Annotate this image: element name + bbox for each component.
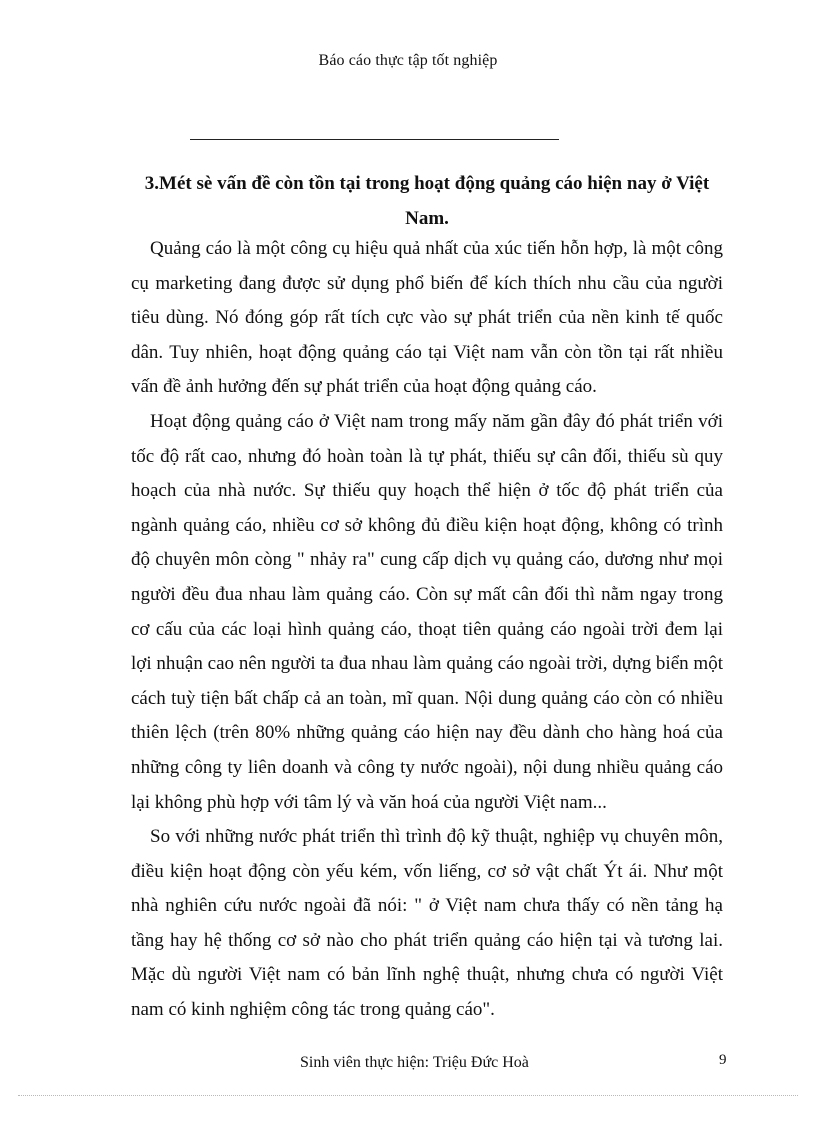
paragraph: So với những nước phát triển thì trình độ kỹ thuật, nghiệp vụ chuyên môn, điều kiện hoạt động còn yếu kém, vốn liếng, cơ sở vật chất Ýt ái. Như một nhà nghiên cứu nước ngoài đã nói: " ở Việt nam chưa thấy có nền tảng hạ tầng hay hệ thống cơ sở nào cho phát triển quảng cáo hiện tại và tương lai. Mặc dù người Việt nam có bản lĩnh nghệ thuật, nhưng chưa có người Việt nam có kinh nghiệm công tác trong quảng cáo". [131, 826, 723, 1021]
header-divider [190, 139, 559, 140]
running-header: Báo cáo thực tập tốt nghiệp [318, 52, 498, 69]
section-heading: 3.Mét sè vấn đề còn tồn tại trong hoạt động quảng cáo hiện nay ở Việt Nam. [144, 173, 710, 229]
page-bottom-border [18, 1095, 798, 1096]
footer-author: Sinh viên thực hiện: Triệu Đức Hoà [300, 1054, 529, 1071]
body-text [131, 232, 723, 1028]
paragraph: Hoạt động quảng cáo ở Việt nam trong mấy năm gần đây đó phát triển với tốc độ rất cao, nhưng đó hoàn toàn là tự phát, thiếu sự cân đối, thiếu sù quy hoạch của nhà nước. Sự thiếu quy hoạch thể hiện ở tốc độ phát triển của ngành quảng cáo, nhiều cơ sở không đủ điều kiện hoạt động, không có trình độ chuyên môn còng " nhảy ra" cung cấp dịch vụ quảng cáo, dương như mọi người đều đua nhau làm quảng cáo. Còn sự mất cân đối thì nằm ngay trong cơ cấu của các loại hình quảng cáo, thoạt tiên quảng cáo ngoài trời đem lại lợi nhuận cao nên người ta đua nhau làm quảng cáo ngoài trời, dựng biển một cách tuỳ tiện bất chấp cả an toàn, mĩ quan. Nội dung quảng cáo còn có nhiều thiên lệch (trên 80% những quảng cáo hiện nay đều dành cho hàng hoá của những công ty liên doanh và công ty nước ngoài), nội dung nhiều quảng cáo lại không phù hợp với tâm lý và văn hoá của người Việt nam... [131, 410, 723, 813]
paragraph: Quảng cáo là một công cụ hiệu quả nhất của xúc tiến hỗn hợp, là một công cụ marketing đang được sử dụng phổ biến để kích thích nhu cầu của người tiêu dùng. Nó đóng góp rất tích cực vào sự phát triển của nền kinh tế quốc dân. Tuy nhiên, hoạt động quảng cáo tại Việt nam vẫn còn tồn tại rất nhiều vấn đề ảnh hưởng đến sự phát triển của hoạt động quảng cáo. [131, 238, 723, 398]
page-number: 9 [719, 1052, 727, 1068]
